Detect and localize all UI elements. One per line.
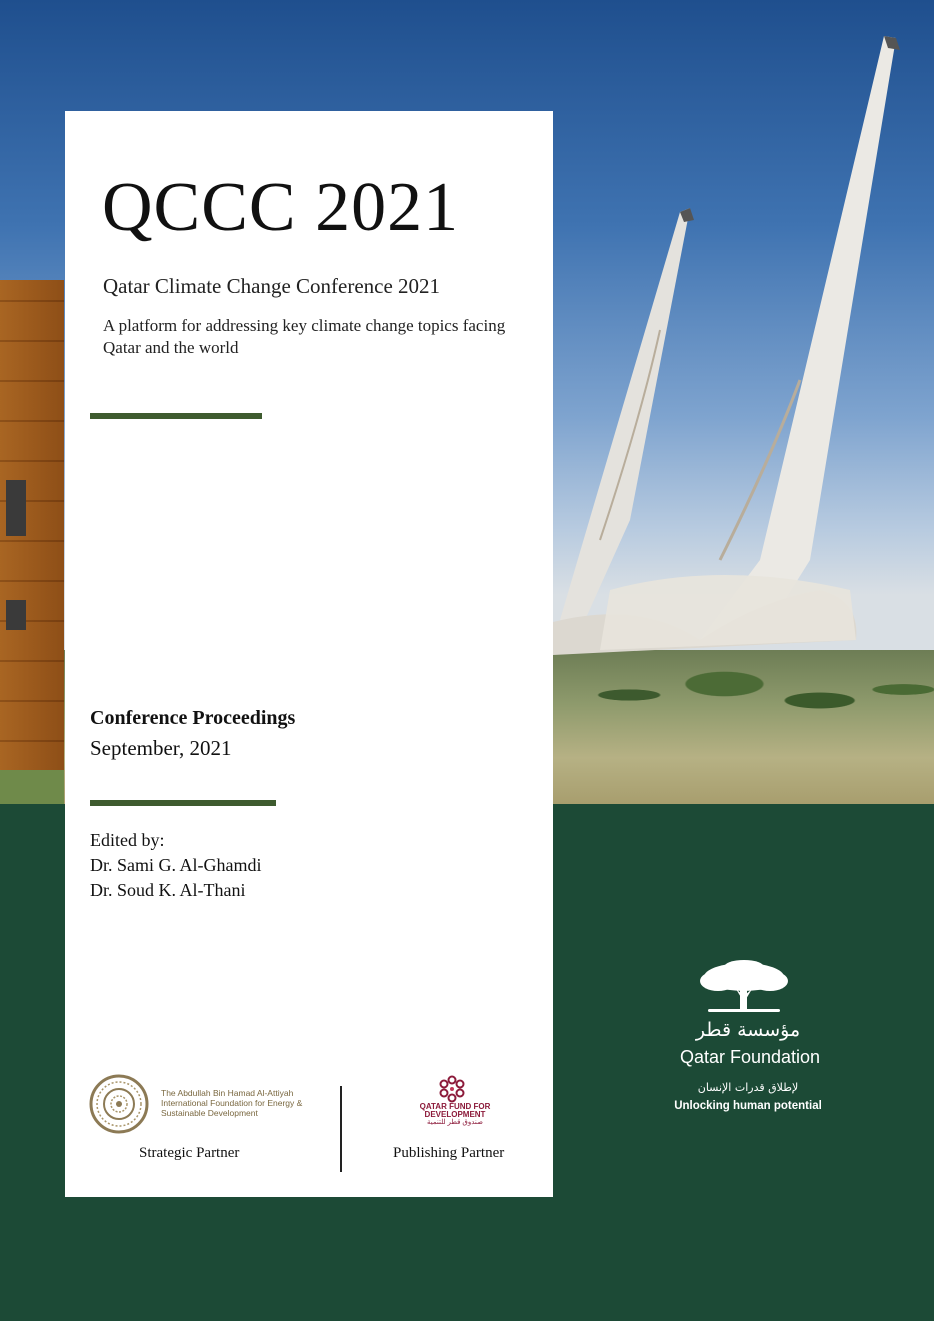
tree-icon: [696, 959, 792, 1017]
partner-separator: [340, 1086, 342, 1172]
cover-card: [65, 111, 553, 1197]
qatar-foundation-arabic-name: مؤسسة قطر: [695, 1019, 801, 1041]
editors-block: [90, 828, 262, 903]
qatar-fund-name: QATAR FUND FOR DEVELOPMENT: [419, 1102, 491, 1119]
tree-line: [553, 640, 934, 750]
attiyah-foundation-logo-icon: [89, 1074, 149, 1134]
qatar-fund-arabic-name: صندوق قطر للتنمية: [427, 1119, 483, 1126]
qatar-fund-logo-icon: [437, 1074, 467, 1104]
conference-subtitle: Qatar Climate Change Conference 2021: [103, 274, 441, 298]
page-title: QCCC 2021: [102, 169, 460, 246]
strategic-partner-label: Strategic Partner: [139, 1145, 240, 1161]
qatar-foundation-tagline: Unlocking human potential: [674, 1100, 822, 1112]
divider-rule: [90, 413, 262, 419]
publishing-partner-label: Publishing Partner: [393, 1145, 505, 1161]
publication-date: September, 2021: [90, 736, 232, 760]
editor-name: Dr. Sami G. Al-Ghamdi: [90, 855, 262, 875]
proceedings-label: Conference Proceedings: [90, 707, 296, 729]
conference-tagline: A platform for addressing key climate change topics facing Qatar and the world: [103, 316, 506, 357]
qatar-foundation-name: Qatar Foundation: [679, 1047, 821, 1067]
edited-by-label: Edited by:: [90, 830, 165, 850]
divider-rule: [90, 800, 276, 806]
qatar-fund-wordmark: [410, 1103, 500, 1127]
attiyah-foundation-name: The Abdullah Bin Hamad Al-Attiyah International Foundation for Energy & Sustainable Development: [161, 1088, 303, 1118]
qatar-foundation-arabic-tagline: لإطلاق قدرات الإنسان: [697, 1081, 799, 1094]
editor-name: Dr. Soud K. Al-Thani: [90, 880, 246, 900]
